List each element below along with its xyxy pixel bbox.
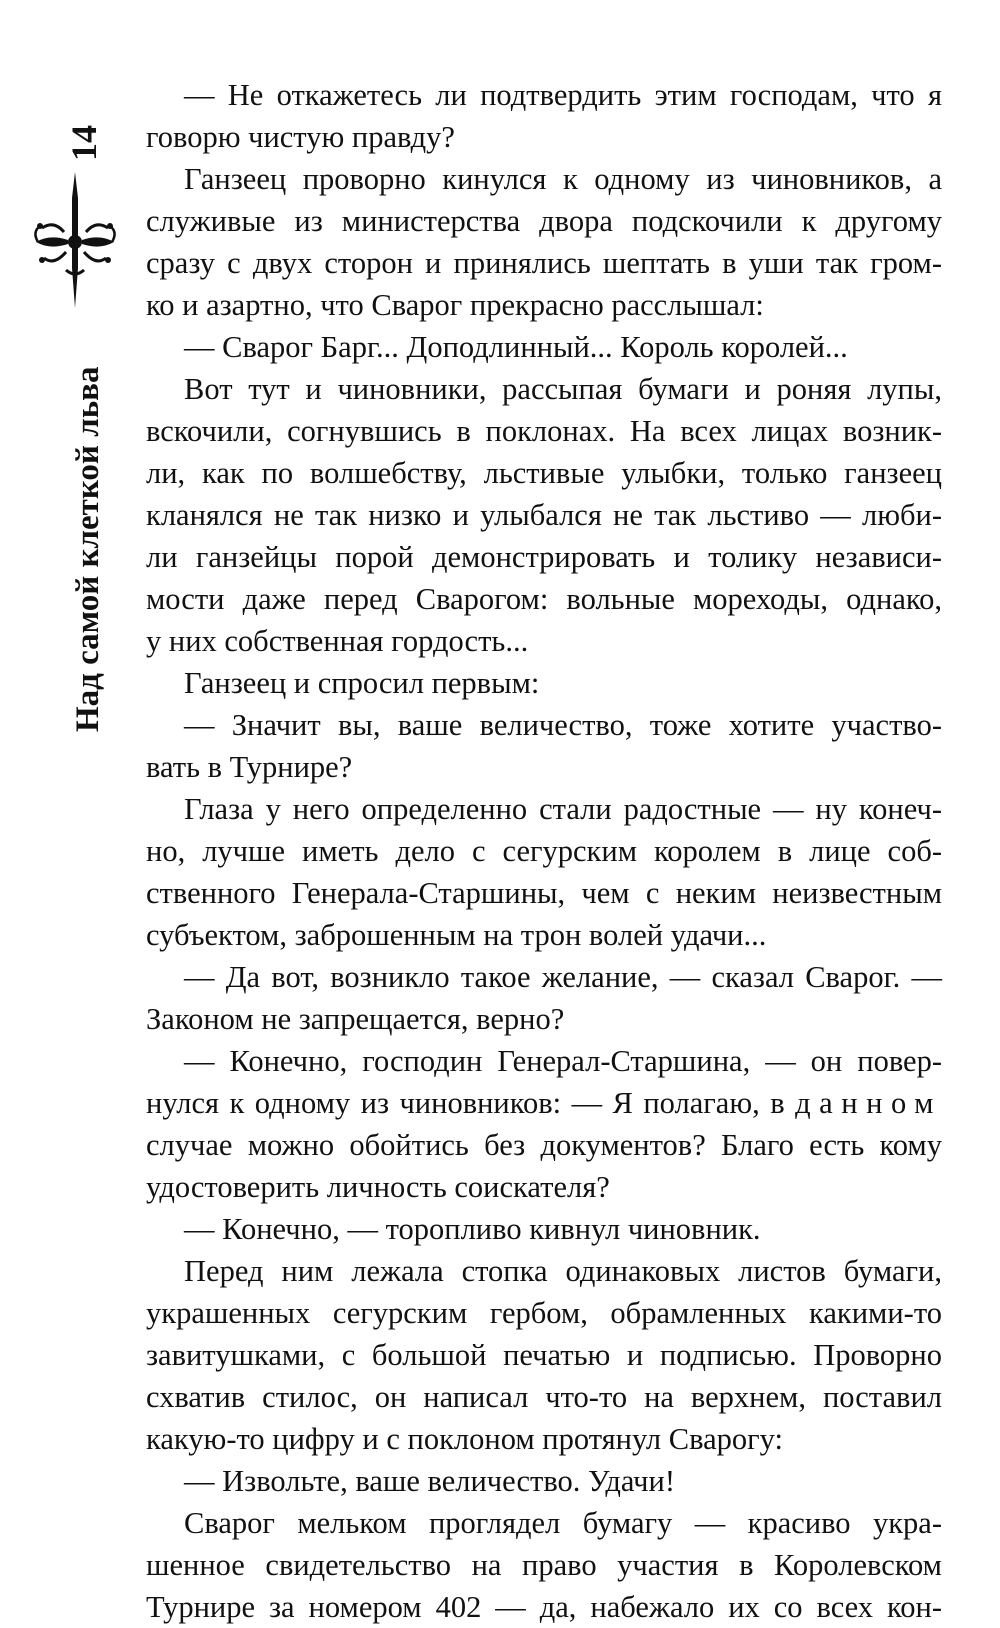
text-line (146, 998, 942, 1040)
text-line (146, 1418, 942, 1460)
text-line (146, 914, 942, 956)
text-line (146, 242, 942, 284)
text-line (146, 368, 942, 410)
emphasized-word: данном (795, 1086, 942, 1120)
line-text: — Извольте, ваше величество. Удачи! (184, 1464, 675, 1498)
line-text: мости даже перед Сварогом: вольные мореходы, однако, (146, 582, 942, 616)
line-text: сразу с двух сторон и принялись шептать в уши так гром- (146, 246, 942, 280)
line-text: схватив стилос, он написал что-то на верхнем, поставил (146, 1380, 942, 1414)
text-line (146, 746, 942, 788)
text-line (146, 1208, 942, 1250)
side-margin (20, 70, 130, 730)
line-text: — Значит вы, ваше величество, тоже хотите участво- (184, 708, 942, 742)
line-text: говорю чистую правду? (146, 120, 455, 154)
line-text: Перед ним лежала стопка одинаковых листов бумаги, (184, 1254, 942, 1288)
text-line (146, 704, 942, 746)
text-line (146, 1334, 942, 1376)
text-line (146, 1292, 942, 1334)
running-title: Над самой клеткой льва (70, 366, 106, 732)
line-text: ко и азартно, что Сварог прекрасно расслышал: (146, 288, 764, 322)
line-text: — Конечно, — торопливо кивнул чиновник. (184, 1212, 761, 1246)
text-line (146, 830, 942, 872)
text-line (146, 1544, 942, 1586)
text-line (146, 452, 942, 494)
text-line (146, 116, 942, 158)
line-text: украшенных сегурским гербом, обрамленных какими-то (146, 1296, 942, 1330)
line-text: служивые из министерства двора подскочили к другому (146, 204, 942, 238)
line-text: вскочили, согнувшись в поклонах. На всех лицах возник- (146, 414, 942, 448)
text-line (146, 1124, 942, 1166)
text-line (146, 1502, 942, 1544)
line-text: ли ганзейцы порой демонстрировать и толику независи- (146, 540, 942, 574)
text-line (146, 158, 942, 200)
text-line (146, 662, 942, 704)
text-line (146, 1082, 942, 1124)
text-line (146, 872, 942, 914)
text-line (146, 200, 942, 242)
text-line (146, 74, 942, 116)
text-line (146, 1166, 942, 1208)
body-text (146, 74, 942, 1628)
line-text: — Сварог Барг... Доподлинный... Король королей... (184, 330, 848, 364)
line-text: у них собственная гордость... (146, 624, 529, 658)
line-text: Ганзеец проворно кинулся к одному из чиновников, а (184, 162, 942, 196)
dagger-ornament-icon (30, 170, 120, 310)
text-line (146, 1250, 942, 1292)
text-line (146, 956, 942, 998)
line-text: какую-то цифру и с поклоном протянул Сварогу: (146, 1422, 783, 1456)
line-text: вать в Турнире? (146, 750, 353, 784)
line-text: Ганзеец и спросил первым: (184, 666, 540, 700)
text-line (146, 1040, 942, 1082)
text-line (146, 284, 942, 326)
text-line (146, 788, 942, 830)
text-line (146, 494, 942, 536)
page-number: 14 (64, 125, 104, 161)
line-text: нулся к одному из чиновников: — Я полагаю, в (146, 1086, 785, 1120)
text-line (146, 620, 942, 662)
line-text: Сварог мельком проглядел бумагу — красиво укра- (184, 1506, 942, 1540)
text-line (146, 1376, 942, 1418)
line-text: Вот тут и чиновники, рассыпая бумаги и роняя лупы, (184, 372, 942, 406)
text-line (146, 1586, 942, 1628)
line-text: удостоверить личность соискателя? (146, 1170, 610, 1204)
line-text: ли, как по волшебству, льстивые улыбки, только ганзеец (146, 456, 942, 490)
line-text: Турнире за номером 402 — да, набежало их со всех кон- (146, 1590, 942, 1624)
line-text: Глаза у него определенно стали радостные — ну конеч- (184, 792, 942, 826)
text-line (146, 578, 942, 620)
line-text: шенное свидетельство на право участия в Королевском (146, 1548, 942, 1582)
text-line (146, 1460, 942, 1502)
line-text: случае можно обойтись без документов? Благо есть кому (146, 1128, 942, 1162)
text-line (146, 536, 942, 578)
line-text: субъектом, заброшенным на трон волей удачи... (146, 918, 767, 952)
text-line (146, 326, 942, 368)
text-line (146, 410, 942, 452)
line-text: — Да вот, возникло такое желание, — сказал Сварог. — (184, 960, 942, 994)
line-text: Законом не запрещается, верно? (146, 1002, 565, 1036)
line-text: но, лучше иметь дело с сегурским королем в лице соб- (146, 834, 942, 868)
line-text: — Не откажетесь ли подтвердить этим господам, что я (184, 78, 942, 112)
line-text: — Конечно, господин Генерал-Старшина, — он повер- (184, 1044, 942, 1078)
line-text: кланялся не так низко и улыбался не так льстиво — люби- (146, 498, 942, 532)
line-text: ственного Генерала-Старшины, чем с неким неизвестным (146, 876, 942, 910)
line-text: завитушками, с большой печатью и подписью. Проворно (146, 1338, 942, 1372)
